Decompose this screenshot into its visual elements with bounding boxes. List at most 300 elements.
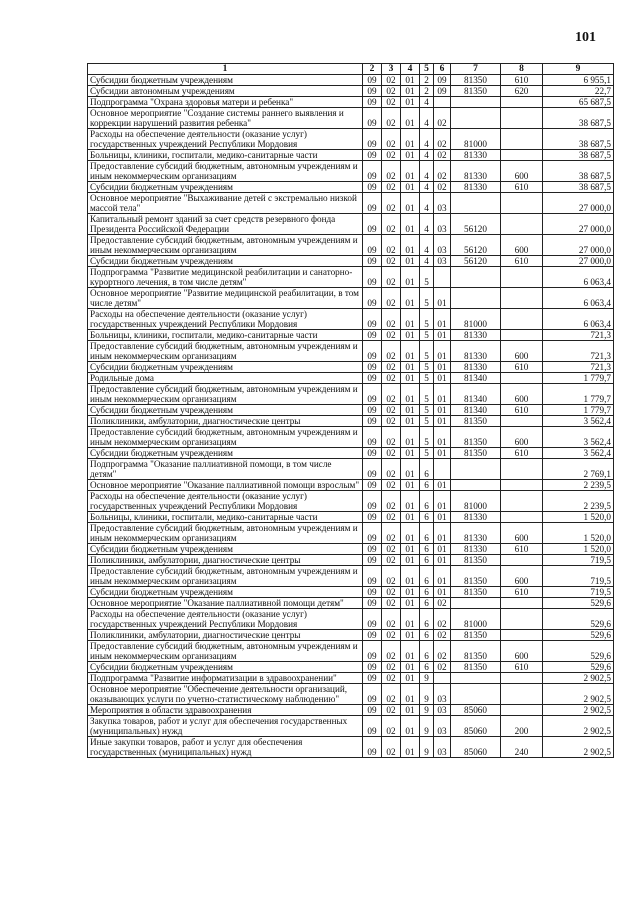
code-measure-cell: 03 xyxy=(434,256,451,267)
code-measure-cell: 02 xyxy=(434,662,451,673)
code-program-cell: 01 xyxy=(401,405,420,416)
code-subprogram-cell: 4 xyxy=(420,150,434,161)
code-direction-cell xyxy=(451,684,501,705)
table-body xyxy=(88,75,614,758)
code-program-cell: 01 xyxy=(401,416,420,427)
code-direction-cell: 81350 xyxy=(451,662,501,673)
amount-cell: 38 687,5 xyxy=(543,108,614,129)
code-direction-cell: 56120 xyxy=(451,256,501,267)
code-subprogram-cell: 9 xyxy=(420,716,434,737)
amount-cell: 38 687,5 xyxy=(543,182,614,193)
table-row xyxy=(88,662,614,673)
budget-table xyxy=(87,63,614,758)
expense-type-cell: 620 xyxy=(501,86,543,97)
code-subprogram-cell: 4 xyxy=(420,97,434,108)
code-section-cell: 09 xyxy=(363,459,382,480)
code-program-cell: 01 xyxy=(401,86,420,97)
table-row xyxy=(88,341,614,362)
code-subprogram-cell: 6 xyxy=(420,523,434,544)
code-subsection-cell: 02 xyxy=(382,193,401,214)
code-subprogram-cell: 2 xyxy=(420,86,434,97)
code-subsection-cell: 02 xyxy=(382,427,401,448)
code-program-cell: 01 xyxy=(401,235,420,256)
expense-type-cell xyxy=(501,214,543,235)
code-program-cell: 01 xyxy=(401,630,420,641)
expense-type-cell xyxy=(501,480,543,491)
code-program-cell: 01 xyxy=(401,523,420,544)
code-subsection-cell: 02 xyxy=(382,630,401,641)
amount-cell: 3 562,4 xyxy=(543,448,614,459)
code-subprogram-cell: 6 xyxy=(420,662,434,673)
code-subprogram-cell: 4 xyxy=(420,161,434,182)
amount-cell: 38 687,5 xyxy=(543,129,614,150)
expense-type-cell xyxy=(501,288,543,309)
row-name-cell: Субсидии бюджетным учреждениям xyxy=(88,75,363,86)
code-section-cell: 09 xyxy=(363,630,382,641)
code-program-cell: 01 xyxy=(401,448,420,459)
code-measure-cell: 03 xyxy=(434,705,451,716)
amount-cell: 27 000,0 xyxy=(543,193,614,214)
table-row xyxy=(88,182,614,193)
table-row xyxy=(88,684,614,705)
code-subsection-cell: 02 xyxy=(382,267,401,288)
code-subsection-cell: 02 xyxy=(382,214,401,235)
code-subsection-cell: 02 xyxy=(382,341,401,362)
code-program-cell: 01 xyxy=(401,97,420,108)
code-section-cell: 09 xyxy=(363,566,382,587)
code-subprogram-cell: 9 xyxy=(420,673,434,684)
code-subprogram-cell: 6 xyxy=(420,598,434,609)
row-name-cell: Субсидии бюджетным учреждениям xyxy=(88,362,363,373)
table-row xyxy=(88,716,614,737)
code-subprogram-cell: 6 xyxy=(420,641,434,662)
code-subsection-cell: 02 xyxy=(382,309,401,330)
table-row xyxy=(88,362,614,373)
code-subprogram-cell: 6 xyxy=(420,459,434,480)
code-section-cell: 09 xyxy=(363,235,382,256)
code-program-cell: 01 xyxy=(401,129,420,150)
amount-cell: 6 063,4 xyxy=(543,267,614,288)
row-name-cell: Предоставление субсидий бюджетным, автономным учреждениям и иным некоммерческим организациям xyxy=(88,427,363,448)
expense-type-cell xyxy=(501,673,543,684)
code-measure-cell: 01 xyxy=(434,341,451,362)
expense-type-cell xyxy=(501,512,543,523)
table-row xyxy=(88,214,614,235)
code-measure-cell: 01 xyxy=(434,555,451,566)
amount-cell: 721,3 xyxy=(543,341,614,362)
row-name-cell: Основное мероприятие "Обеспечение деятельности организаций, оказывающих услуги по учетно-статистическому наблюдению" xyxy=(88,684,363,705)
code-measure-cell: 02 xyxy=(434,182,451,193)
code-section-cell: 09 xyxy=(363,480,382,491)
table-row xyxy=(88,97,614,108)
expense-type-cell: 600 xyxy=(501,161,543,182)
code-program-cell: 01 xyxy=(401,662,420,673)
expense-type-cell xyxy=(501,459,543,480)
code-measure-cell: 01 xyxy=(434,523,451,544)
code-subsection-cell: 02 xyxy=(382,256,401,267)
code-measure-cell: 01 xyxy=(434,405,451,416)
code-direction-cell: 56120 xyxy=(451,214,501,235)
code-measure-cell: 01 xyxy=(434,544,451,555)
code-section-cell: 09 xyxy=(363,150,382,161)
code-subprogram-cell: 5 xyxy=(420,288,434,309)
code-subsection-cell: 02 xyxy=(382,161,401,182)
code-section-cell: 09 xyxy=(363,705,382,716)
amount-cell: 1 779,7 xyxy=(543,384,614,405)
row-name-cell: Расходы на обеспечение деятельности (оказание услуг) государственных учреждений Республики Мордовия xyxy=(88,129,363,150)
code-program-cell: 01 xyxy=(401,150,420,161)
row-name-cell: Больницы, клиники, госпитали, медико-санитарные части xyxy=(88,512,363,523)
code-subsection-cell: 02 xyxy=(382,330,401,341)
code-section-cell: 09 xyxy=(363,512,382,523)
amount-cell: 38 687,5 xyxy=(543,161,614,182)
amount-cell: 27 000,0 xyxy=(543,235,614,256)
table-row xyxy=(88,193,614,214)
code-measure-cell: 02 xyxy=(434,108,451,129)
code-direction-cell: 81330 xyxy=(451,341,501,362)
code-subprogram-cell: 9 xyxy=(420,684,434,705)
amount-cell: 6 063,4 xyxy=(543,309,614,330)
amount-cell: 529,6 xyxy=(543,609,614,630)
code-section-cell: 09 xyxy=(363,214,382,235)
code-direction-cell: 81350 xyxy=(451,555,501,566)
code-subsection-cell: 02 xyxy=(382,641,401,662)
code-subsection-cell: 02 xyxy=(382,587,401,598)
code-subsection-cell: 02 xyxy=(382,384,401,405)
code-section-cell: 09 xyxy=(363,673,382,684)
amount-cell: 721,3 xyxy=(543,362,614,373)
expense-type-cell: 610 xyxy=(501,256,543,267)
code-subprogram-cell: 5 xyxy=(420,373,434,384)
code-section-cell: 09 xyxy=(363,288,382,309)
code-measure-cell: 01 xyxy=(434,427,451,448)
code-program-cell: 01 xyxy=(401,214,420,235)
code-direction-cell: 81330 xyxy=(451,362,501,373)
expense-type-cell: 610 xyxy=(501,75,543,86)
code-subprogram-cell: 4 xyxy=(420,256,434,267)
row-name-cell: Субсидии бюджетным учреждениям xyxy=(88,587,363,598)
code-direction-cell: 81350 xyxy=(451,630,501,641)
code-subprogram-cell: 6 xyxy=(420,609,434,630)
code-measure-cell: 01 xyxy=(434,288,451,309)
row-name-cell: Основное мероприятие "Выхаживание детей с экстремально низкой массой тела" xyxy=(88,193,363,214)
table-row xyxy=(88,427,614,448)
code-program-cell: 01 xyxy=(401,427,420,448)
code-measure-cell: 01 xyxy=(434,480,451,491)
expense-type-cell: 200 xyxy=(501,716,543,737)
table-row xyxy=(88,459,614,480)
code-program-cell: 01 xyxy=(401,182,420,193)
column-header: 9 xyxy=(543,64,614,75)
code-direction-cell xyxy=(451,459,501,480)
code-section-cell: 09 xyxy=(363,448,382,459)
table-row xyxy=(88,737,614,758)
code-program-cell: 01 xyxy=(401,705,420,716)
expense-type-cell xyxy=(501,555,543,566)
code-direction-cell xyxy=(451,673,501,684)
code-subprogram-cell: 2 xyxy=(420,75,434,86)
expense-type-cell: 600 xyxy=(501,641,543,662)
table-row xyxy=(88,108,614,129)
expense-type-cell: 600 xyxy=(501,566,543,587)
code-program-cell: 01 xyxy=(401,512,420,523)
amount-cell: 2 239,5 xyxy=(543,491,614,512)
amount-cell: 719,5 xyxy=(543,566,614,587)
code-subprogram-cell: 4 xyxy=(420,193,434,214)
expense-type-cell xyxy=(501,630,543,641)
table-row xyxy=(88,256,614,267)
column-header: 3 xyxy=(382,64,401,75)
table-row xyxy=(88,555,614,566)
code-subprogram-cell: 4 xyxy=(420,214,434,235)
code-subsection-cell: 02 xyxy=(382,673,401,684)
table-row xyxy=(88,75,614,86)
column-header: 5 xyxy=(420,64,434,75)
code-program-cell: 01 xyxy=(401,288,420,309)
table-row xyxy=(88,630,614,641)
code-program-cell: 01 xyxy=(401,161,420,182)
code-subprogram-cell: 5 xyxy=(420,330,434,341)
amount-cell: 719,5 xyxy=(543,555,614,566)
amount-cell: 1 520,0 xyxy=(543,523,614,544)
code-subsection-cell: 02 xyxy=(382,544,401,555)
code-section-cell: 09 xyxy=(363,161,382,182)
code-section-cell: 09 xyxy=(363,684,382,705)
table-row xyxy=(88,86,614,97)
expense-type-cell xyxy=(501,705,543,716)
code-subprogram-cell: 6 xyxy=(420,544,434,555)
table-row xyxy=(88,598,614,609)
code-measure-cell: 02 xyxy=(434,609,451,630)
amount-cell: 1 520,0 xyxy=(543,544,614,555)
code-direction-cell: 81350 xyxy=(451,448,501,459)
code-direction-cell: 81350 xyxy=(451,566,501,587)
row-name-cell: Основное мероприятие "Оказание паллиативной помощи взрослым" xyxy=(88,480,363,491)
table-row xyxy=(88,705,614,716)
code-subprogram-cell: 5 xyxy=(420,448,434,459)
amount-cell: 1 779,7 xyxy=(543,373,614,384)
table-row xyxy=(88,288,614,309)
row-name-cell: Расходы на обеспечение деятельности (оказание услуг) государственных учреждений Республики Мордовия xyxy=(88,309,363,330)
code-direction-cell: 81350 xyxy=(451,427,501,448)
code-program-cell: 01 xyxy=(401,684,420,705)
row-name-cell: Подпрограмма "Оказание паллиативной помощи, в том числе детям" xyxy=(88,459,363,480)
column-header: 8 xyxy=(501,64,543,75)
table-row xyxy=(88,416,614,427)
code-direction-cell: 81330 xyxy=(451,161,501,182)
expense-type-cell: 610 xyxy=(501,587,543,598)
table-row xyxy=(88,330,614,341)
code-section-cell: 09 xyxy=(363,523,382,544)
code-measure-cell: 03 xyxy=(434,193,451,214)
code-section-cell: 09 xyxy=(363,341,382,362)
row-name-cell: Основное мероприятие "Создание системы раннего выявления и коррекции нарушений развития ребенка" xyxy=(88,108,363,129)
table-row xyxy=(88,491,614,512)
expense-type-cell: 610 xyxy=(501,362,543,373)
code-section-cell: 09 xyxy=(363,309,382,330)
code-measure-cell: 01 xyxy=(434,362,451,373)
code-measure-cell: 01 xyxy=(434,448,451,459)
code-subsection-cell: 02 xyxy=(382,705,401,716)
code-subsection-cell: 02 xyxy=(382,235,401,256)
row-name-cell: Предоставление субсидий бюджетным, автономным учреждениям и иным некоммерческим организациям xyxy=(88,235,363,256)
code-measure-cell: 03 xyxy=(434,737,451,758)
code-measure-cell: 01 xyxy=(434,416,451,427)
code-subprogram-cell: 4 xyxy=(420,108,434,129)
code-subsection-cell: 02 xyxy=(382,491,401,512)
expense-type-cell xyxy=(501,129,543,150)
table-row xyxy=(88,673,614,684)
row-name-cell: Предоставление субсидий бюджетным, автономным учреждениям и иным некоммерческим организациям xyxy=(88,641,363,662)
amount-cell: 2 902,5 xyxy=(543,684,614,705)
code-subprogram-cell: 5 xyxy=(420,362,434,373)
expense-type-cell xyxy=(501,373,543,384)
code-subsection-cell: 02 xyxy=(382,566,401,587)
row-name-cell: Предоставление субсидий бюджетным, автономным учреждениям и иным некоммерческим организациям xyxy=(88,341,363,362)
code-section-cell: 09 xyxy=(363,330,382,341)
code-direction-cell: 81340 xyxy=(451,405,501,416)
code-section-cell: 09 xyxy=(363,716,382,737)
code-program-cell: 01 xyxy=(401,384,420,405)
code-program-cell: 01 xyxy=(401,362,420,373)
expense-type-cell xyxy=(501,108,543,129)
code-direction-cell: 81000 xyxy=(451,309,501,330)
code-section-cell: 09 xyxy=(363,587,382,598)
row-name-cell: Закупка товаров, работ и услуг для обеспечения государственных (муниципальных) нужд xyxy=(88,716,363,737)
code-program-cell: 01 xyxy=(401,716,420,737)
code-subsection-cell: 02 xyxy=(382,97,401,108)
table-row xyxy=(88,267,614,288)
expense-type-cell: 600 xyxy=(501,341,543,362)
code-program-cell: 01 xyxy=(401,598,420,609)
code-subsection-cell: 02 xyxy=(382,108,401,129)
expense-type-cell xyxy=(501,684,543,705)
code-program-cell: 01 xyxy=(401,544,420,555)
code-section-cell: 09 xyxy=(363,362,382,373)
code-section-cell: 09 xyxy=(363,75,382,86)
table-row xyxy=(88,641,614,662)
expense-type-cell xyxy=(501,491,543,512)
table-row xyxy=(88,448,614,459)
amount-cell: 6 063,4 xyxy=(543,288,614,309)
code-section-cell: 09 xyxy=(363,416,382,427)
code-section-cell: 09 xyxy=(363,555,382,566)
code-program-cell: 01 xyxy=(401,459,420,480)
code-direction-cell: 81340 xyxy=(451,384,501,405)
code-subsection-cell: 02 xyxy=(382,523,401,544)
expense-type-cell: 240 xyxy=(501,737,543,758)
row-name-cell: Основное мероприятие "Оказание паллиативной помощи детям" xyxy=(88,598,363,609)
code-subsection-cell: 02 xyxy=(382,416,401,427)
code-subprogram-cell: 6 xyxy=(420,566,434,587)
row-name-cell: Основное мероприятие "Развитие медицинской реабилитации, в том числе детям" xyxy=(88,288,363,309)
code-direction-cell xyxy=(451,267,501,288)
code-subprogram-cell: 5 xyxy=(420,267,434,288)
expense-type-cell xyxy=(501,598,543,609)
code-direction-cell: 81350 xyxy=(451,416,501,427)
code-program-cell: 01 xyxy=(401,555,420,566)
row-name-cell: Субсидии бюджетным учреждениям xyxy=(88,405,363,416)
code-direction-cell: 81350 xyxy=(451,641,501,662)
code-measure-cell: 01 xyxy=(434,373,451,384)
code-subsection-cell: 02 xyxy=(382,448,401,459)
code-program-cell: 01 xyxy=(401,566,420,587)
column-header: 7 xyxy=(451,64,501,75)
code-subprogram-cell: 5 xyxy=(420,384,434,405)
expense-type-cell xyxy=(501,97,543,108)
code-direction-cell: 81330 xyxy=(451,512,501,523)
amount-cell: 2 902,5 xyxy=(543,705,614,716)
code-subprogram-cell: 9 xyxy=(420,737,434,758)
table-row xyxy=(88,373,614,384)
amount-cell: 1 520,0 xyxy=(543,512,614,523)
amount-cell: 27 000,0 xyxy=(543,256,614,267)
table-row xyxy=(88,129,614,150)
code-measure-cell: 09 xyxy=(434,86,451,97)
row-name-cell: Предоставление субсидий бюджетным, автономным учреждениям и иным некоммерческим организациям xyxy=(88,161,363,182)
code-measure-cell: 03 xyxy=(434,716,451,737)
code-subsection-cell: 02 xyxy=(382,684,401,705)
row-name-cell: Субсидии бюджетным учреждениям xyxy=(88,182,363,193)
amount-cell: 719,5 xyxy=(543,587,614,598)
code-program-cell: 01 xyxy=(401,641,420,662)
code-measure-cell: 03 xyxy=(434,214,451,235)
table-header-row xyxy=(88,64,614,75)
expense-type-cell: 610 xyxy=(501,405,543,416)
expense-type-cell xyxy=(501,416,543,427)
code-measure-cell: 02 xyxy=(434,598,451,609)
code-program-cell: 01 xyxy=(401,341,420,362)
code-program-cell: 01 xyxy=(401,193,420,214)
table-row xyxy=(88,161,614,182)
code-direction-cell: 81330 xyxy=(451,544,501,555)
amount-cell: 2 769,1 xyxy=(543,459,614,480)
column-header: 2 xyxy=(363,64,382,75)
code-subprogram-cell: 5 xyxy=(420,341,434,362)
code-measure-cell: 02 xyxy=(434,630,451,641)
code-direction-cell: 81350 xyxy=(451,587,501,598)
code-subprogram-cell: 5 xyxy=(420,427,434,448)
page-number: 101 xyxy=(575,30,596,45)
code-measure-cell: 03 xyxy=(434,235,451,256)
row-name-cell: Субсидии бюджетным учреждениям xyxy=(88,448,363,459)
code-direction-cell xyxy=(451,108,501,129)
row-name-cell: Иные закупки товаров, работ и услуг для обеспечения государственных (муниципальных) нужд xyxy=(88,737,363,758)
row-name-cell: Поликлиники, амбулатории, диагностические центры xyxy=(88,555,363,566)
code-direction-cell xyxy=(451,598,501,609)
code-direction-cell: 81330 xyxy=(451,150,501,161)
code-subprogram-cell: 6 xyxy=(420,630,434,641)
code-section-cell: 09 xyxy=(363,86,382,97)
code-measure-cell: 01 xyxy=(434,491,451,512)
code-section-cell: 09 xyxy=(363,427,382,448)
code-subprogram-cell: 6 xyxy=(420,587,434,598)
code-program-cell: 01 xyxy=(401,267,420,288)
code-measure-cell: 02 xyxy=(434,641,451,662)
row-name-cell: Предоставление субсидий бюджетным, автономным учреждениям и иным некоммерческим организациям xyxy=(88,566,363,587)
code-program-cell: 01 xyxy=(401,480,420,491)
row-name-cell: Поликлиники, амбулатории, диагностические центры xyxy=(88,630,363,641)
code-subprogram-cell: 5 xyxy=(420,405,434,416)
code-section-cell: 09 xyxy=(363,544,382,555)
amount-cell: 3 562,4 xyxy=(543,416,614,427)
code-subprogram-cell: 6 xyxy=(420,555,434,566)
code-subsection-cell: 02 xyxy=(382,182,401,193)
amount-cell: 529,6 xyxy=(543,598,614,609)
code-direction-cell: 81330 xyxy=(451,330,501,341)
code-measure-cell xyxy=(434,267,451,288)
row-name-cell: Расходы на обеспечение деятельности (оказание услуг) государственных учреждений Республики Мордовия xyxy=(88,491,363,512)
